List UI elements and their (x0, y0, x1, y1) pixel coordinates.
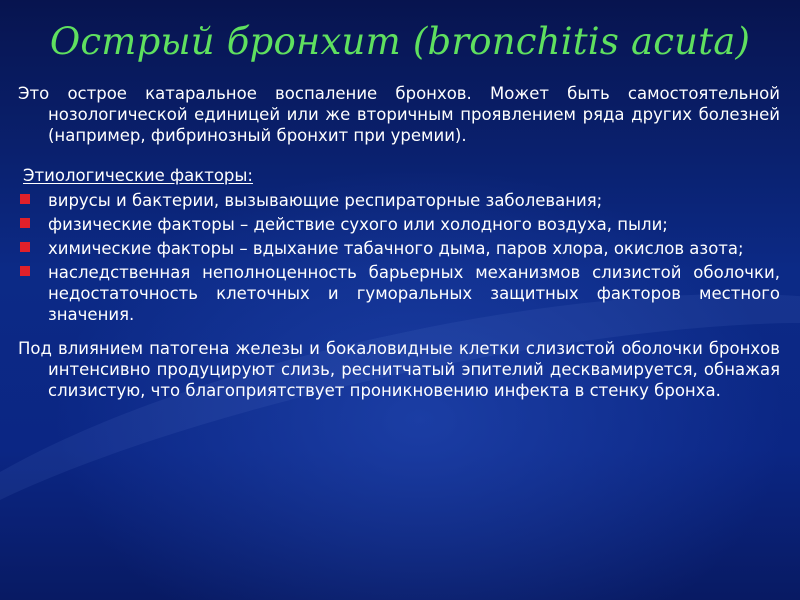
red-square-bullet-icon (20, 266, 30, 276)
list-item (18, 190, 780, 211)
red-square-bullet-icon (20, 218, 30, 228)
list-item-text: химические факторы – вдыхание табачного дыма, паров хлора, окислов азота; (48, 239, 744, 258)
slide-content (18, 83, 780, 401)
etiology-list (18, 190, 780, 325)
list-item-text: вирусы и бактерии, вызывающие респираторные заболевания; (48, 191, 603, 210)
list-item (18, 214, 780, 235)
list-item (18, 262, 780, 325)
red-square-bullet-icon (20, 242, 30, 252)
etiology-heading: Этиологические факторы: (23, 166, 253, 185)
slide-title: Острый бронхит (bronchitis acuta) (49, 20, 751, 63)
conclusion-paragraph: Под влиянием патогена железы и бокаловидные клетки слизистой оболочки бронхов интенсивно продуцируют слизь, реснитчатый эпителий десквамируется, обнажая слизистую, что благоприятствует проникновению инфекта в стенку бронха. (18, 339, 780, 400)
list-item-text: физические факторы – действие сухого или холодного воздуха, пыли; (48, 215, 668, 234)
list-item-text: наследственная неполноценность барьерных механизмов слизистой оболочки, недостаточность клеточных и гуморальных защитных факторов местного значения. (48, 263, 780, 324)
intro-paragraph: Это острое катаральное воспаление бронхов. Может быть самостоятельной нозологической единицей или же вторичным проявлением ряда других болезней (например, фибринозный бронхит при уремии). (18, 84, 780, 145)
red-square-bullet-icon (20, 194, 30, 204)
list-item (18, 238, 780, 259)
